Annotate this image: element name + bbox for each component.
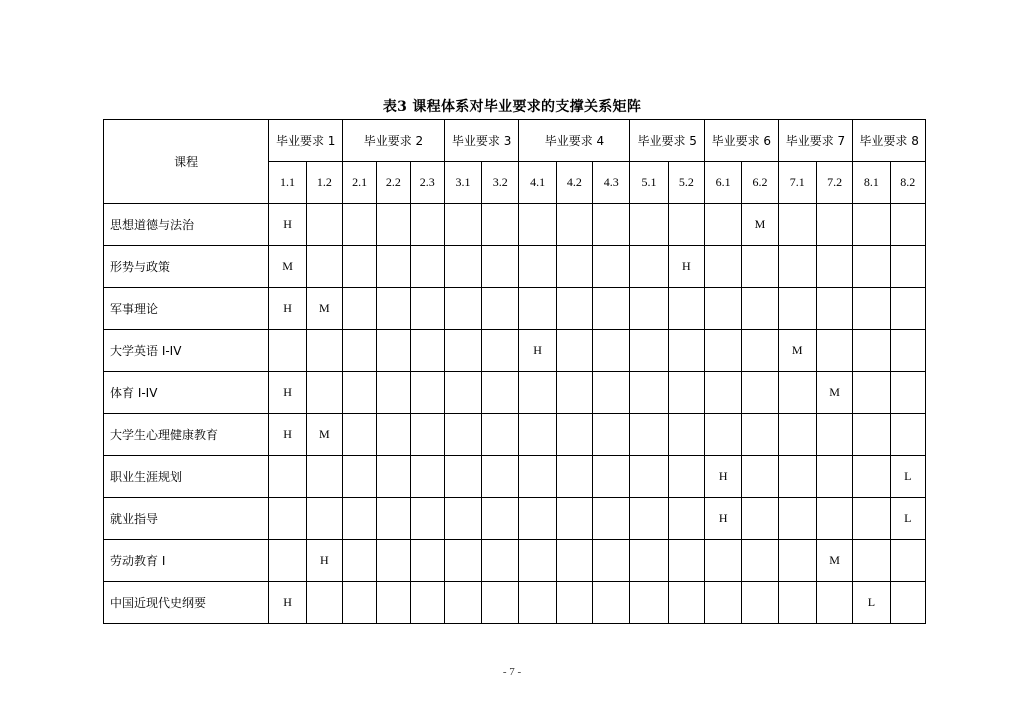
support-level-cell bbox=[444, 330, 481, 372]
support-level-cell bbox=[593, 414, 630, 456]
support-level-cell bbox=[410, 204, 444, 246]
requirement-group-header: 毕业要求 2 bbox=[342, 120, 444, 162]
course-name-cell: 军事理论 bbox=[104, 288, 269, 330]
support-level-cell: H bbox=[269, 288, 306, 330]
course-name-cell: 体育 I-IV bbox=[104, 372, 269, 414]
support-level-cell bbox=[519, 582, 556, 624]
support-level-cell bbox=[593, 456, 630, 498]
support-level-cell bbox=[306, 582, 342, 624]
support-level-cell bbox=[742, 414, 778, 456]
support-level-cell bbox=[556, 204, 592, 246]
support-level-cell bbox=[778, 498, 816, 540]
support-level-cell bbox=[556, 246, 592, 288]
support-level-cell bbox=[377, 456, 410, 498]
support-level-cell bbox=[593, 582, 630, 624]
support-level-cell bbox=[630, 414, 668, 456]
support-level-cell bbox=[705, 540, 742, 582]
support-level-cell bbox=[705, 582, 742, 624]
support-level-cell bbox=[556, 414, 592, 456]
support-level-cell bbox=[778, 582, 816, 624]
sub-requirement-header: 8.2 bbox=[890, 162, 925, 204]
course-name-cell: 就业指导 bbox=[104, 498, 269, 540]
support-level-cell bbox=[269, 540, 306, 582]
support-level-cell bbox=[630, 540, 668, 582]
sub-requirement-header: 2.2 bbox=[377, 162, 410, 204]
support-level-cell bbox=[306, 330, 342, 372]
header-row-groups bbox=[104, 120, 926, 162]
support-level-cell bbox=[482, 456, 519, 498]
support-level-cell: H bbox=[269, 204, 306, 246]
support-level-cell bbox=[482, 582, 519, 624]
support-level-cell bbox=[778, 372, 816, 414]
support-level-cell bbox=[593, 498, 630, 540]
support-level-cell: H bbox=[668, 246, 704, 288]
support-level-cell: H bbox=[269, 372, 306, 414]
sub-requirement-header: 1.2 bbox=[306, 162, 342, 204]
support-level-cell bbox=[519, 456, 556, 498]
support-level-cell bbox=[410, 372, 444, 414]
support-level-cell bbox=[890, 330, 925, 372]
support-level-cell bbox=[410, 498, 444, 540]
support-level-cell bbox=[705, 330, 742, 372]
support-level-cell bbox=[668, 582, 704, 624]
support-level-cell bbox=[410, 414, 444, 456]
support-level-cell bbox=[630, 456, 668, 498]
support-level-cell bbox=[377, 414, 410, 456]
table-row bbox=[104, 498, 926, 540]
support-level-cell: L bbox=[890, 456, 925, 498]
support-level-cell bbox=[342, 330, 376, 372]
support-level-cell bbox=[778, 540, 816, 582]
support-level-cell bbox=[269, 330, 306, 372]
support-level-cell bbox=[342, 540, 376, 582]
support-level-cell bbox=[742, 372, 778, 414]
sub-requirement-header: 6.1 bbox=[705, 162, 742, 204]
support-level-cell: L bbox=[890, 498, 925, 540]
support-level-cell bbox=[742, 456, 778, 498]
requirement-group-header: 毕业要求 4 bbox=[519, 120, 630, 162]
support-level-cell bbox=[306, 372, 342, 414]
support-level-cell bbox=[890, 582, 925, 624]
support-level-cell bbox=[519, 204, 556, 246]
support-level-cell bbox=[705, 372, 742, 414]
support-level-cell: M bbox=[816, 540, 852, 582]
support-level-cell bbox=[816, 330, 852, 372]
support-level-cell bbox=[668, 498, 704, 540]
support-level-cell bbox=[593, 246, 630, 288]
course-name-cell: 职业生涯规划 bbox=[104, 456, 269, 498]
support-level-cell bbox=[593, 288, 630, 330]
support-level-cell bbox=[377, 372, 410, 414]
support-level-cell bbox=[444, 372, 481, 414]
support-level-cell bbox=[816, 246, 852, 288]
support-level-cell bbox=[556, 288, 592, 330]
support-level-cell bbox=[853, 414, 890, 456]
support-level-cell bbox=[269, 456, 306, 498]
support-level-cell bbox=[630, 204, 668, 246]
support-level-cell bbox=[556, 330, 592, 372]
support-level-cell bbox=[630, 288, 668, 330]
support-level-cell bbox=[630, 498, 668, 540]
support-level-cell bbox=[342, 414, 376, 456]
support-level-cell bbox=[377, 330, 410, 372]
support-level-cell bbox=[410, 540, 444, 582]
support-level-cell: M bbox=[742, 204, 778, 246]
support-level-cell bbox=[482, 246, 519, 288]
support-level-cell bbox=[444, 246, 481, 288]
support-level-cell bbox=[342, 372, 376, 414]
support-level-cell bbox=[778, 246, 816, 288]
support-level-cell bbox=[342, 246, 376, 288]
support-level-cell bbox=[593, 372, 630, 414]
page-number: - 7 - bbox=[502, 666, 522, 678]
support-level-cell bbox=[410, 456, 444, 498]
support-level-cell bbox=[519, 246, 556, 288]
support-level-cell bbox=[853, 498, 890, 540]
support-level-cell bbox=[668, 288, 704, 330]
support-level-cell bbox=[890, 288, 925, 330]
support-level-cell bbox=[377, 246, 410, 288]
support-level-cell bbox=[444, 456, 481, 498]
support-level-cell bbox=[853, 288, 890, 330]
support-level-cell bbox=[816, 498, 852, 540]
sub-requirement-header: 5.2 bbox=[668, 162, 704, 204]
table-row bbox=[104, 204, 926, 246]
support-level-cell bbox=[342, 204, 376, 246]
support-level-cell bbox=[668, 204, 704, 246]
table-row bbox=[104, 372, 926, 414]
support-level-cell bbox=[853, 330, 890, 372]
support-level-cell bbox=[742, 540, 778, 582]
support-level-cell bbox=[853, 456, 890, 498]
support-level-cell bbox=[444, 414, 481, 456]
course-name-cell: 中国近现代史纲要 bbox=[104, 582, 269, 624]
support-level-cell bbox=[890, 204, 925, 246]
support-level-cell bbox=[410, 288, 444, 330]
support-level-cell bbox=[519, 372, 556, 414]
support-level-cell: H bbox=[269, 582, 306, 624]
support-matrix-table bbox=[103, 119, 926, 624]
support-level-cell bbox=[778, 456, 816, 498]
support-level-cell bbox=[816, 204, 852, 246]
support-level-cell bbox=[853, 204, 890, 246]
support-level-cell bbox=[742, 330, 778, 372]
support-level-cell bbox=[306, 246, 342, 288]
support-level-cell bbox=[482, 414, 519, 456]
support-level-cell: H bbox=[705, 456, 742, 498]
support-level-cell bbox=[444, 582, 481, 624]
support-level-cell bbox=[482, 330, 519, 372]
table-row bbox=[104, 288, 926, 330]
support-level-cell bbox=[556, 372, 592, 414]
support-level-cell bbox=[668, 372, 704, 414]
sub-requirement-header: 8.1 bbox=[853, 162, 890, 204]
support-level-cell bbox=[668, 330, 704, 372]
support-level-cell bbox=[444, 204, 481, 246]
support-level-cell bbox=[816, 414, 852, 456]
support-level-cell: M bbox=[306, 414, 342, 456]
support-level-cell bbox=[556, 456, 592, 498]
support-level-cell bbox=[342, 498, 376, 540]
support-level-cell bbox=[306, 204, 342, 246]
support-level-cell bbox=[410, 246, 444, 288]
support-level-cell bbox=[853, 372, 890, 414]
table-row bbox=[104, 330, 926, 372]
support-level-cell bbox=[705, 204, 742, 246]
support-level-cell bbox=[444, 288, 481, 330]
support-level-cell bbox=[630, 246, 668, 288]
support-level-cell bbox=[306, 498, 342, 540]
requirement-group-header: 毕业要求 7 bbox=[778, 120, 853, 162]
requirement-group-header: 毕业要求 1 bbox=[269, 120, 343, 162]
support-level-cell bbox=[742, 582, 778, 624]
support-level-cell bbox=[519, 288, 556, 330]
support-level-cell bbox=[630, 330, 668, 372]
support-level-cell bbox=[377, 204, 410, 246]
support-level-cell bbox=[630, 582, 668, 624]
support-level-cell bbox=[778, 288, 816, 330]
sub-requirement-header: 5.1 bbox=[630, 162, 668, 204]
support-level-cell bbox=[342, 456, 376, 498]
table-caption: 表3 课程体系对毕业要求的支撑关系矩阵 bbox=[382, 99, 642, 115]
course-name-cell: 大学生心理健康教育 bbox=[104, 414, 269, 456]
support-level-cell bbox=[306, 456, 342, 498]
support-level-cell bbox=[705, 246, 742, 288]
support-level-cell bbox=[377, 540, 410, 582]
support-level-cell bbox=[816, 456, 852, 498]
requirement-group-header: 毕业要求 6 bbox=[705, 120, 779, 162]
support-level-cell: H bbox=[519, 330, 556, 372]
sub-requirement-header: 3.1 bbox=[444, 162, 481, 204]
support-level-cell bbox=[778, 204, 816, 246]
sub-requirement-header: 7.1 bbox=[778, 162, 816, 204]
support-level-cell bbox=[890, 246, 925, 288]
support-level-cell bbox=[778, 414, 816, 456]
requirement-group-header: 毕业要求 3 bbox=[444, 120, 519, 162]
support-level-cell bbox=[890, 540, 925, 582]
support-level-cell bbox=[342, 582, 376, 624]
support-level-cell: H bbox=[269, 414, 306, 456]
support-level-cell bbox=[482, 204, 519, 246]
support-level-cell bbox=[705, 288, 742, 330]
course-name-cell: 劳动教育 I bbox=[104, 540, 269, 582]
requirement-group-header: 毕业要求 5 bbox=[630, 120, 705, 162]
sub-requirement-header: 7.2 bbox=[816, 162, 852, 204]
course-column-header: 课程 bbox=[104, 120, 269, 204]
support-level-cell bbox=[410, 330, 444, 372]
table-row bbox=[104, 540, 926, 582]
support-level-cell bbox=[816, 288, 852, 330]
support-level-cell: M bbox=[269, 246, 306, 288]
sub-requirement-header: 4.3 bbox=[593, 162, 630, 204]
support-level-cell bbox=[482, 498, 519, 540]
support-level-cell bbox=[556, 582, 592, 624]
sub-requirement-header: 4.2 bbox=[556, 162, 592, 204]
support-level-cell bbox=[410, 582, 444, 624]
support-level-cell bbox=[742, 288, 778, 330]
support-level-cell bbox=[668, 414, 704, 456]
table-row bbox=[104, 582, 926, 624]
support-level-cell: H bbox=[705, 498, 742, 540]
support-level-cell bbox=[482, 540, 519, 582]
support-level-cell bbox=[377, 582, 410, 624]
course-name-cell: 思想道德与法治 bbox=[104, 204, 269, 246]
support-level-cell bbox=[444, 540, 481, 582]
sub-requirement-header: 6.2 bbox=[742, 162, 778, 204]
support-level-cell bbox=[377, 288, 410, 330]
table-row bbox=[104, 414, 926, 456]
support-level-cell: M bbox=[816, 372, 852, 414]
sub-requirement-header: 2.3 bbox=[410, 162, 444, 204]
support-level-cell bbox=[630, 372, 668, 414]
support-level-cell bbox=[519, 414, 556, 456]
support-level-cell bbox=[853, 246, 890, 288]
support-level-cell bbox=[593, 330, 630, 372]
support-level-cell: L bbox=[853, 582, 890, 624]
support-level-cell bbox=[519, 540, 556, 582]
support-level-cell bbox=[269, 498, 306, 540]
support-level-cell bbox=[890, 414, 925, 456]
course-name-cell: 形势与政策 bbox=[104, 246, 269, 288]
support-level-cell: M bbox=[778, 330, 816, 372]
support-level-cell bbox=[519, 498, 556, 540]
support-level-cell bbox=[593, 540, 630, 582]
support-level-cell bbox=[556, 540, 592, 582]
support-level-cell bbox=[853, 540, 890, 582]
support-level-cell bbox=[668, 456, 704, 498]
sub-requirement-header: 3.2 bbox=[482, 162, 519, 204]
support-level-cell bbox=[593, 204, 630, 246]
support-level-cell bbox=[816, 582, 852, 624]
support-level-cell bbox=[342, 288, 376, 330]
support-level-cell: M bbox=[306, 288, 342, 330]
support-level-cell bbox=[742, 498, 778, 540]
support-level-cell bbox=[742, 246, 778, 288]
support-level-cell bbox=[556, 498, 592, 540]
sub-requirement-header: 4.1 bbox=[519, 162, 556, 204]
support-level-cell bbox=[668, 540, 704, 582]
support-level-cell bbox=[444, 498, 481, 540]
table-row bbox=[104, 456, 926, 498]
support-level-cell bbox=[890, 372, 925, 414]
requirement-group-header: 毕业要求 8 bbox=[853, 120, 926, 162]
support-level-cell: H bbox=[306, 540, 342, 582]
sub-requirement-header: 2.1 bbox=[342, 162, 376, 204]
support-level-cell bbox=[482, 372, 519, 414]
course-name-cell: 大学英语 I-IV bbox=[104, 330, 269, 372]
support-level-cell bbox=[377, 498, 410, 540]
sub-requirement-header: 1.1 bbox=[269, 162, 306, 204]
table-row bbox=[104, 246, 926, 288]
support-level-cell bbox=[482, 288, 519, 330]
support-level-cell bbox=[705, 414, 742, 456]
